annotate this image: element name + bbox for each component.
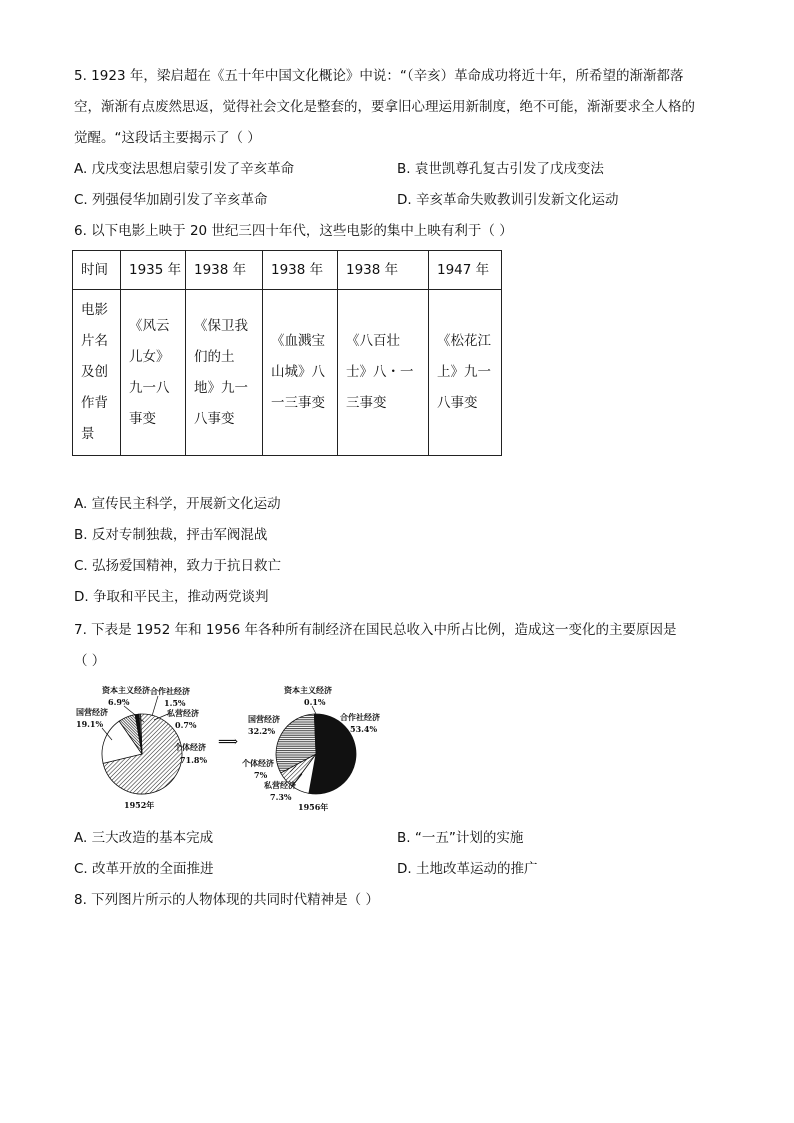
q5-option-d[interactable]: D. 辛亥革命失败教训引发新文化运动 [397,192,619,208]
film-table-cell-text: 电影片名及创作背景 [81,302,108,442]
q7-option-a[interactable]: A. 三大改造的基本完成 [74,830,214,846]
transition-arrow: ⟹ [218,734,239,750]
value-1952-private: 0.7% [175,720,197,730]
q5-option-b[interactable]: B. 袁世凯尊孔复古引发了戊戌变法 [397,161,604,177]
film-table-cell-text: 《八百壮士》八・一三事变 [346,333,414,411]
label-1956-private: 私营经济 [264,780,296,790]
film-table-cell-text: 《血溅宝山城》八一三事变 [271,333,325,411]
label-1956-cooperative: 合作社经济 [340,712,380,722]
film-table-header-row [73,251,502,290]
value-1956-state: 32.2% [248,726,276,736]
value-1956-cooperative: 53.4% [350,724,378,734]
q6-stem: 6. 以下电影上映于 20 世纪三四十年代，这些电影的集中上映有利于（ ） [74,223,513,239]
pie-charts-svg [72,684,392,818]
value-1956-private: 7.3% [270,792,292,802]
film-table-header-cell: 1938 年 [338,251,429,290]
film-table-cell [263,290,338,456]
q6-option-b[interactable]: B. 反对专制独裁，抨击军阀混战 [74,527,268,543]
film-table-cell-text: 《保卫我们的土地》九一八事变 [194,317,248,427]
film-table-cell-text: 《风云儿女》九一八事变 [129,317,170,427]
label-1956-state: 国营经济 [248,714,280,724]
ownership-pie-charts [72,684,392,822]
value-1952-state: 19.1% [76,719,104,729]
label-1956-individual: 个体经济 [242,758,274,768]
q7-stem-line2: （ ） [74,653,106,669]
label-1952-private: 私营经济 [167,708,199,718]
film-table-body-row [73,290,502,456]
label-1956-capitalist: 资本主义经济 [284,685,332,695]
q5-stem-line2: 空，渐渐有点废然思返，觉得社会文化是整套的，要拿旧心理运用新制度，绝不可能，渐渐要求全人格的 [74,99,695,115]
q8-stem: 8. 下列图片所示的人物体现的共同时代精神是（ ） [74,892,379,908]
label-1952-capitalist: 资本主义经济 [102,685,150,695]
film-table-header-cell: 1938 年 [186,251,263,290]
pie-chart-1952 [102,714,182,794]
pie-title-1952: 1952年 [124,800,155,810]
film-table-cell-text: 《松花江上》九一八事变 [437,333,491,411]
q7-option-c[interactable]: C. 改革开放的全面推进 [74,861,214,877]
q6-option-a[interactable]: A. 宣传民主科学，开展新文化运动 [74,496,281,512]
value-1952-individual: 71.8% [180,755,208,765]
q7-option-b[interactable]: B. “一五”计划的实施 [397,830,524,846]
q6-option-d[interactable]: D. 争取和平民主，推动两党谈判 [74,589,269,605]
film-table-cell [338,290,429,456]
film-table-header-cell: 1947 年 [429,251,502,290]
film-table-cell [73,290,121,456]
label-1952-state: 国营经济 [76,707,108,717]
q5-option-c[interactable]: C. 列强侵华加剧引发了辛亥革命 [74,192,268,208]
label-1952-individual: 个体经济 [174,742,206,752]
q6-option-c[interactable]: C. 弘扬爱国精神，致力于抗日救亡 [74,558,282,574]
film-table-cell [186,290,263,456]
film-table-header-cell: 1935 年 [121,251,186,290]
film-table-header-cell: 1938 年 [263,251,338,290]
q5-stem-line3: 觉醒。“这段话主要揭示了（ ） [74,130,261,146]
film-table [72,250,502,456]
value-1952-cooperative: 1.5% [164,698,186,708]
pie-title-1956: 1956年 [298,802,329,812]
q5-option-a[interactable]: A. 戊戌变法思想启蒙引发了辛亥革命 [74,161,295,177]
value-1956-capitalist: 0.1% [304,697,326,707]
q7-stem-line1: 7. 下表是 1952 年和 1956 年各种所有制经济在国民总收入中所占比例，造成这一变化的主要原因是 [74,622,677,638]
film-table-cell [429,290,502,456]
q7-option-d[interactable]: D. 土地改革运动的推广 [397,861,538,877]
q5-stem-line1: 5. 1923 年，梁启超在《五十年中国文化概论》中说：“（辛亥）革命成功将近十年，所希望的渐渐都落 [74,68,684,84]
value-1952-capitalist: 6.9% [108,697,130,707]
film-table-header-cell: 时间 [73,251,121,290]
value-1956-individual: 7% [254,770,268,780]
film-table-cell [121,290,186,456]
label-1952-cooperative: 合作社经济 [150,686,190,696]
